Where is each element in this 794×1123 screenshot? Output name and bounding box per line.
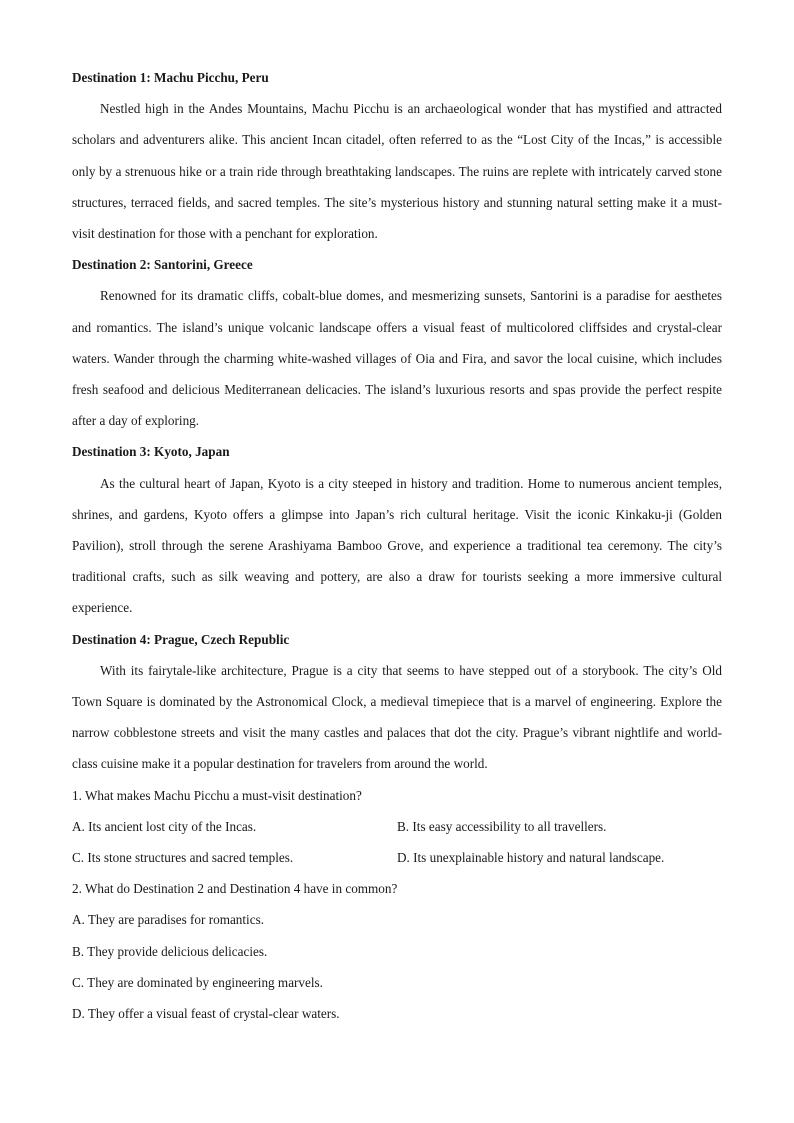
- destination-heading: Destination 3: Kyoto, Japan: [72, 444, 230, 460]
- option-c: C. They are dominated by engineering marvels.: [72, 974, 323, 990]
- destination-heading: Destination 1: Machu Picchu, Peru: [72, 70, 269, 85]
- destination-paragraph: With its fairytale-like architecture, Prague is a city that seems to have stepped out of a storybook. The city’s Old Town Square is dominated by the Astronomical Clock, a medieval timepiece that is a marvel of engineering. Explore the narrow cobblestone streets and visit the many castles and palaces that dot the city. Prague’s vibrant nightlife and world-class cuisine make it a popular destination for travelers from around the world.: [72, 662, 722, 772]
- question-2: [72, 873, 722, 1029]
- destination-1: [72, 62, 722, 249]
- option-row: [72, 842, 722, 873]
- destination-paragraph: As the cultural heart of Japan, Kyoto is a city steeped in history and tradition. Home to numerous ancient temples, shrines, and gardens, Kyoto offers a glimpse into Japan’s rich cultural heritage. Visit the iconic Kinkaku-ji (Golden Pavilion), stroll through the serene Arashiyama Bamboo Grove, and experience a traditional tea ceremony. The city’s traditional crafts, such as silk weaving and pottery, are also a draw for tourists seeking a more immersive cultural experience.: [72, 475, 722, 616]
- option-row: [72, 811, 722, 842]
- option-b: B. Its easy accessibility to all travellers.: [397, 818, 607, 834]
- destination-2: [72, 249, 722, 436]
- option-a: A. They are paradises for romantics.: [72, 912, 265, 928]
- option-d: D. Its unexplainable history and natural landscape.: [397, 850, 665, 866]
- option-c: C. Its stone structures and sacred temples.: [72, 850, 294, 866]
- destination-3: [72, 436, 722, 623]
- destination-paragraph: Nestled high in the Andes Mountains, Machu Picchu is an archaeological wonder that has mystified and attracted scholars and adventurers alike. This ancient Incan citadel, often referred to as the “Lost City of the Incas,” is accessible only by a strenuous hike or a train ride through breathtaking landscapes. The ruins are replete with intricately carved stone structures, terraced fields, and sacred temples. The site’s mysterious history and stunning natural setting make it a must-visit destination for those with a penchant for exploration.: [72, 101, 722, 242]
- option-b: B. They provide delicious delicacies.: [72, 943, 268, 959]
- option-a: A. Its ancient lost city of the Incas.: [72, 818, 257, 834]
- question-1: [72, 780, 722, 874]
- question-stem: 2. What do Destination 2 and Destination 4 have in common?: [72, 881, 398, 897]
- destination-paragraph: Renowned for its dramatic cliffs, cobalt-blue domes, and mesmerizing sunsets, Santorini is a paradise for aesthetes and romantics. The island’s unique volcanic landscape offers a visual feast of multicolored cliffsides and crystal-clear waters. Wander through the charming white-washed villages of Oia and Fira, and savor the local cuisine, which includes fresh seafood and delicious Mediterranean delicacies. The island’s luxurious resorts and spas provide the perfect respite after a day of exploring.: [72, 288, 722, 429]
- option-d: D. They offer a visual feast of crystal-clear waters.: [72, 1006, 340, 1022]
- destination-4: [72, 624, 722, 780]
- question-stem: 1. What makes Machu Picchu a must-visit destination?: [72, 787, 362, 803]
- destination-heading: Destination 4: Prague, Czech Republic: [72, 631, 290, 647]
- document-page: [72, 62, 722, 1029]
- destination-heading: Destination 2: Santorini, Greece: [72, 257, 253, 273]
